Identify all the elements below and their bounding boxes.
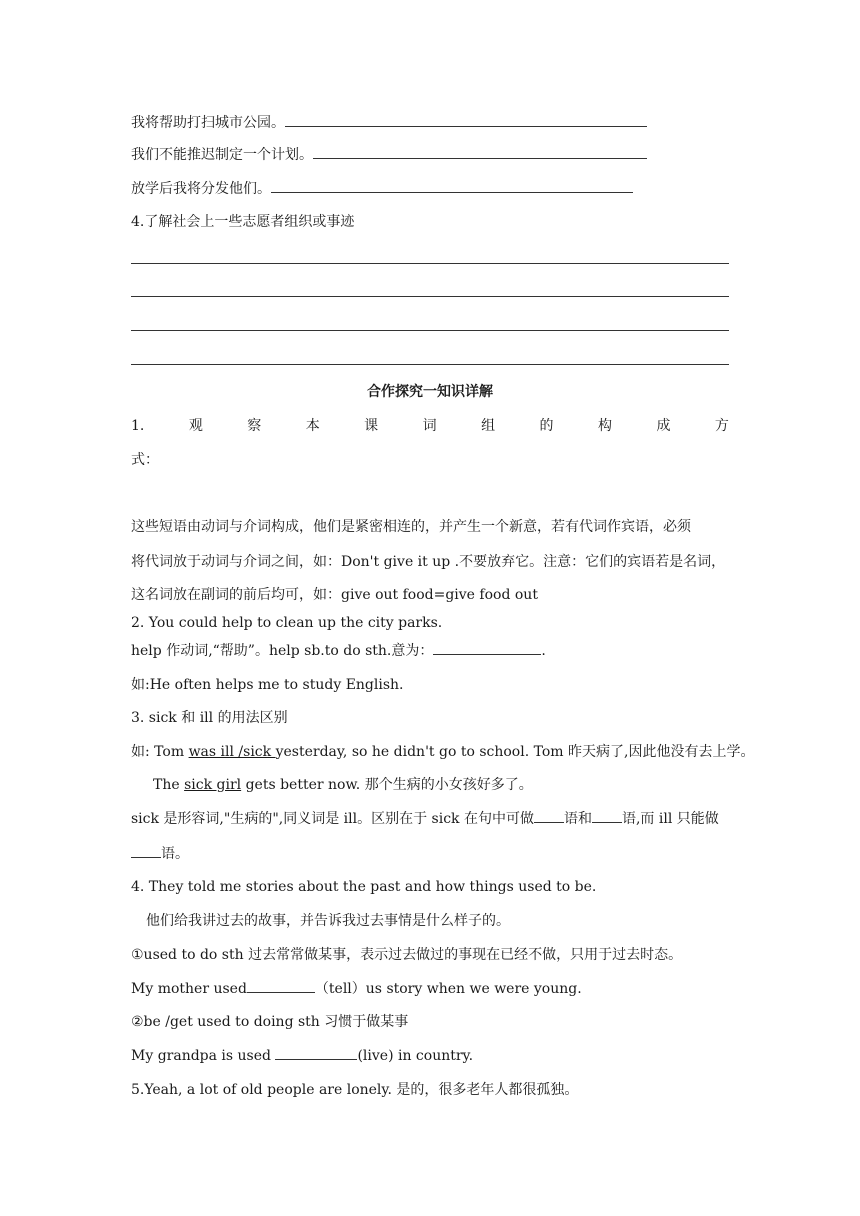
answer-blank[interactable] [313,146,647,159]
point-4-translation: 他们给我讲过去的故事，并告诉我过去事情是什么样子的。 [146,913,510,929]
point-3-example-2 [153,776,533,794]
answer-blank[interactable] [534,810,564,823]
note-text: 语和 [563,811,592,827]
heading-char: 观 [188,418,203,434]
point-1-para: 这名词放在副词的前后均可，如：give out food=give food out [131,587,538,603]
example-text: The [153,777,185,793]
exercise-prompt: 我们不能推迟制定一个计划。 [131,147,313,163]
point-1-heading-cont: 式： [131,452,159,468]
question-4-heading: 4.了解社会上一些志愿者组织或事迹 [131,214,355,230]
point-3-example-1 [131,743,754,761]
underlined-text: was ill /sick [188,744,276,760]
point-1-para: 将代词放于动词与介词之间，如：Don't give it up .不要放弃它。注意：它们的宾语若是名词， [131,554,726,570]
underlined-text: sick girl [184,777,242,793]
point-5-heading: 5.Yeah, a lot of old people are lonely. 是的，很多老年人都很孤独。 [131,1082,579,1098]
answer-blank[interactable] [433,642,541,655]
point-2-example: 如:He often helps me to study English. [131,677,404,693]
heading-char: 构 [597,418,612,434]
heading-char: 的 [539,418,554,434]
exercise-prompt: 放学后我将分发他们。 [131,181,271,197]
heading-char: 组 [481,418,496,434]
answer-blank[interactable] [131,845,161,858]
point-4-heading: 4. They told me stories about the past and how things used to be. [131,879,597,895]
example-text: yesterday, so he didn't go to school. Tom 昨天病了,因此他没有去上学。 [275,744,755,760]
example-text: （tell）us story when we were young. [314,981,582,997]
answer-line[interactable] [131,330,729,331]
point-4-rule-2: ②be /get used to doing sth 习惯于做某事 [131,1014,409,1030]
point-4-example-1 [131,980,582,998]
point-3-heading: 3. sick 和 ill 的用法区别 [131,710,288,726]
point-2-heading: 2. You could help to clean up the city parks. [131,615,443,631]
answer-blank[interactable] [271,180,633,193]
example-text: My grandpa is used [131,1048,276,1064]
example-text: gets better now. 那个生病的小女孩好多了。 [241,777,533,793]
exercise-prompt: 我将帮助打扫城市公园。 [131,115,285,131]
point-2-line [131,642,546,660]
exercise-line-2 [131,146,647,164]
heading-char: 方 [714,418,729,434]
heading-char: 察 [247,418,262,434]
point-3-note-cont [131,845,189,863]
example-text: (live) in country. [357,1048,474,1064]
example-text: My mother used [131,981,247,997]
answer-line[interactable] [131,364,729,365]
point-2-text: help 作动词,“帮助”。help sb.to do sth.意为： [131,643,434,659]
heading-char: 课 [364,418,379,434]
point-3-note [131,810,719,828]
note-text: sick 是形容词,"生病的",同义词是 ill。区别在于 sick 在句中可做 [131,811,534,827]
point-1-heading [131,417,729,435]
section-title: 合作探究一知识详解 [367,384,493,400]
answer-blank[interactable] [592,810,622,823]
example-text: 如: Tom [131,744,189,760]
heading-char: 成 [656,418,671,434]
point-4-example-2 [131,1047,473,1065]
point-4-rule-1: ①used to do sth 过去常常做某事，表示过去做过的事现在已经不做，只用于过去时态。 [131,947,683,963]
note-text: 语。 [161,846,189,862]
exercise-line-3 [131,180,633,198]
heading-char: 词 [422,418,437,434]
point-2-text-end: . [541,643,546,659]
heading-char: 1. [131,418,145,434]
note-text: 语,而 ill 只能做 [621,811,719,827]
answer-blank[interactable] [285,114,647,127]
answer-blank[interactable] [275,1047,357,1060]
answer-line[interactable] [131,296,729,297]
answer-line[interactable] [131,263,729,264]
exercise-line-1 [131,114,647,132]
heading-char: 本 [305,418,320,434]
answer-blank[interactable] [247,980,315,993]
point-1-para: 这些短语由动词与介词构成，他们是紧密相连的，并产生一个新意，若有代词作宾语，必须 [131,519,691,535]
